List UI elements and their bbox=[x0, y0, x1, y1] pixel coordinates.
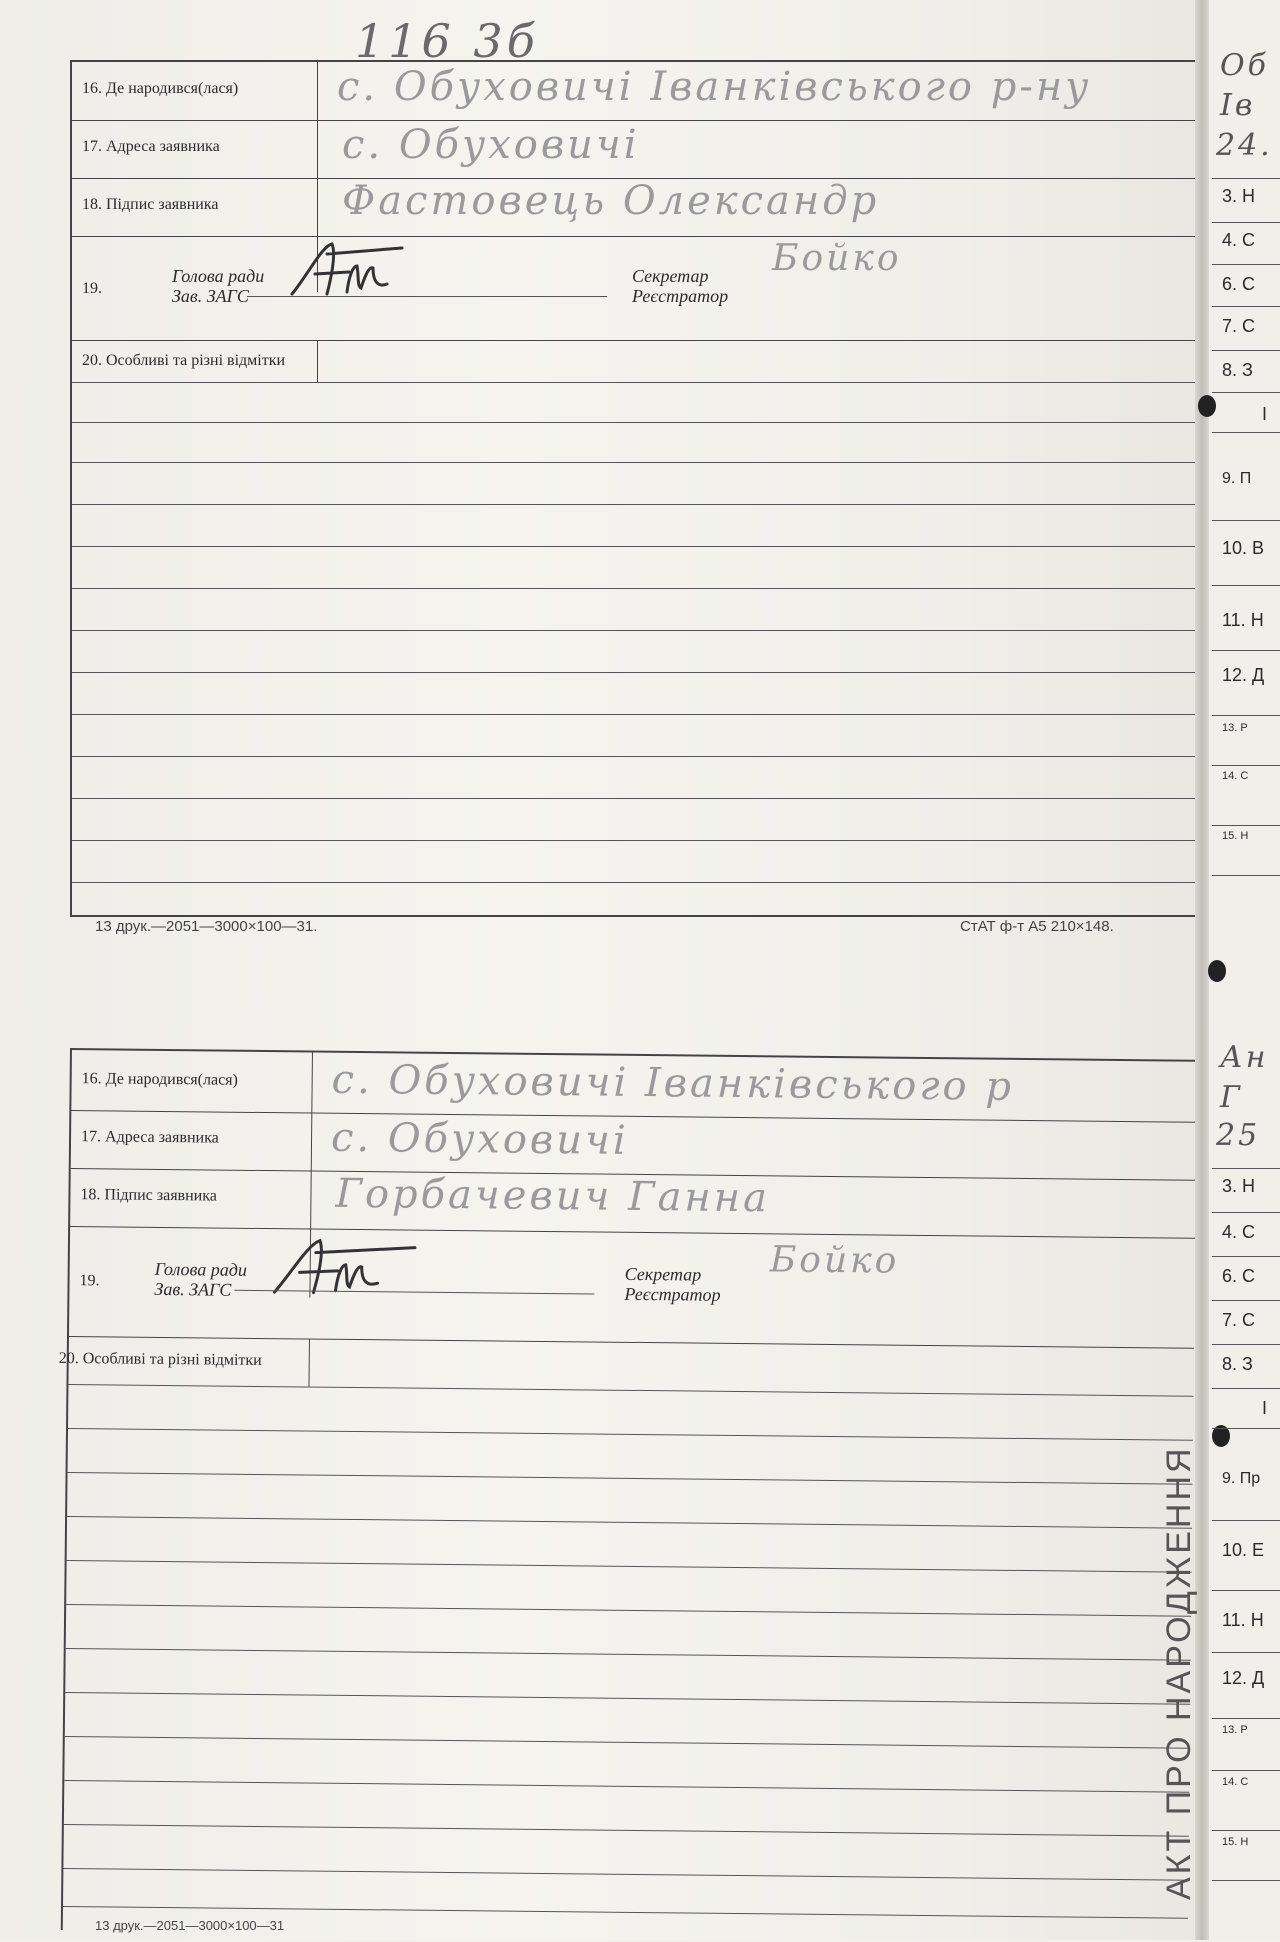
applicant-signature-value: Фастовець Олександр bbox=[342, 178, 880, 224]
archive-number: 116 3б bbox=[355, 14, 539, 68]
ruled-line bbox=[63, 1868, 1188, 1881]
strip-item: 10. В bbox=[1222, 538, 1265, 558]
ruled-line bbox=[64, 1780, 1189, 1793]
strip-line bbox=[1212, 432, 1280, 433]
strip-item: 7. С bbox=[1222, 316, 1256, 336]
strip-line bbox=[1212, 650, 1280, 651]
secretary-role bbox=[624, 1264, 721, 1305]
strip-item: 10. Е bbox=[1222, 1540, 1265, 1560]
binding-hole bbox=[1208, 960, 1226, 982]
strip-line bbox=[1212, 1428, 1280, 1429]
notes-divider bbox=[308, 1339, 310, 1387]
ruled-line bbox=[68, 1472, 1193, 1485]
ruled-line bbox=[72, 504, 1197, 505]
ruled-line bbox=[65, 1692, 1190, 1705]
strip-header-3: 25 bbox=[1216, 1118, 1261, 1153]
ruled-line bbox=[72, 756, 1197, 757]
head-role bbox=[172, 266, 264, 306]
row-officials bbox=[72, 236, 1197, 341]
head-role-2: Зав. ЗАГС bbox=[154, 1278, 232, 1300]
applicant-signature-value: Горбачевич Ганна bbox=[335, 1170, 771, 1222]
strip-line bbox=[1212, 1212, 1280, 1213]
strip-line bbox=[1212, 875, 1280, 876]
strip-header-2: Ів bbox=[1220, 88, 1256, 123]
form-bottom-border bbox=[72, 915, 1197, 917]
strip-line bbox=[1212, 825, 1280, 826]
strip-item: 6. С bbox=[1222, 1266, 1256, 1286]
ruled-line bbox=[72, 422, 1197, 423]
row-birthplace bbox=[72, 62, 1197, 121]
applicant-address-label: 17. Адреса заявника bbox=[82, 138, 220, 155]
secretary-role-2: Реєстратор bbox=[632, 286, 729, 306]
strip-header-2: Г bbox=[1220, 1080, 1243, 1115]
notes-label: 20. Особливі та різні відмітки bbox=[82, 352, 286, 369]
birthplace-value: с. Обуховичі Іванківського р-ну bbox=[337, 64, 1092, 110]
strip-item: 14. С bbox=[1222, 1776, 1249, 1788]
row-number-19: 19. bbox=[82, 280, 102, 297]
strip-item: 12. Д bbox=[1222, 1668, 1265, 1688]
ruled-line bbox=[72, 546, 1197, 547]
row-officials bbox=[69, 1226, 1195, 1349]
strip-item: 4. С bbox=[1222, 1222, 1256, 1242]
strip-item: 8. З bbox=[1222, 360, 1253, 380]
notes-label: 20. Особливі та різні відмітки bbox=[58, 1349, 262, 1370]
strip-item: 13. Р bbox=[1222, 722, 1248, 734]
binding-hole bbox=[1198, 395, 1216, 417]
strip-header-3: 24. bbox=[1216, 128, 1273, 163]
ruled-line bbox=[72, 714, 1197, 715]
head-role-1: Голова ради bbox=[154, 1258, 248, 1280]
strip-line bbox=[1212, 178, 1280, 179]
strip-line bbox=[1212, 715, 1280, 716]
birthplace-label: 16. Де народився(лася) bbox=[82, 80, 239, 97]
bottom-footer-print-code: 13 друк.—2051—3000×100—31 bbox=[95, 1918, 285, 1933]
ruled-line bbox=[68, 1428, 1193, 1441]
applicant-signature-label: 18. Підпис заявника bbox=[80, 1186, 218, 1205]
vertical-caption: АКТ ПРО НАРОДЖЕННЯ bbox=[1160, 1445, 1198, 1900]
strip-line bbox=[1212, 222, 1280, 223]
strip-item: 7. С bbox=[1222, 1310, 1256, 1330]
head-role bbox=[154, 1259, 247, 1300]
ruled-line bbox=[66, 1604, 1191, 1617]
secretary-role-1: Секретар bbox=[624, 1263, 702, 1285]
strip-item: 4. С bbox=[1222, 230, 1256, 250]
applicant-address-label: 17. Адреса заявника bbox=[80, 1128, 219, 1147]
ruled-line bbox=[67, 1516, 1192, 1529]
row-number-19: 19. bbox=[79, 1272, 100, 1290]
ruled-line bbox=[63, 1906, 1188, 1919]
strip-item: 11. Н bbox=[1222, 610, 1264, 630]
strip-line bbox=[1212, 1256, 1280, 1257]
strip-line bbox=[1212, 765, 1280, 766]
strip-item: 9. П bbox=[1222, 470, 1252, 487]
top-footer-print-code: 13 друк.—2051—3000×100—31. bbox=[95, 918, 318, 935]
head-role-2: Зав. ЗАГС bbox=[172, 286, 249, 306]
strip-item: 6. С bbox=[1222, 274, 1256, 294]
strip-item: 11. Н bbox=[1222, 1610, 1264, 1630]
strip-line bbox=[1212, 306, 1280, 307]
strip-line bbox=[1212, 1344, 1280, 1345]
ruled-line bbox=[66, 1648, 1191, 1661]
strip-header-1: Ан bbox=[1220, 1040, 1269, 1075]
row-applicant-signature bbox=[72, 178, 1197, 237]
strip-line bbox=[1212, 1168, 1280, 1169]
ruled-line bbox=[72, 382, 1197, 383]
ruled-line bbox=[67, 1560, 1192, 1573]
strip-line bbox=[1212, 520, 1280, 521]
top-footer-format: СтАТ ф-т А5 210×148. bbox=[960, 918, 1114, 935]
notes-divider bbox=[317, 340, 318, 382]
ruled-line bbox=[72, 630, 1197, 631]
secretary-signature-value: Бойко bbox=[769, 1239, 900, 1282]
secretary-role bbox=[632, 266, 728, 306]
strip-line bbox=[1212, 1718, 1280, 1719]
birthplace-label: 16. Де народився(лася) bbox=[81, 1070, 239, 1089]
secretary-role-2: Реєстратор bbox=[624, 1283, 721, 1305]
strip-line bbox=[1212, 1880, 1280, 1881]
ruled-line bbox=[72, 840, 1197, 841]
strip-item: 9. Пр bbox=[1222, 1470, 1261, 1487]
strip-line bbox=[1212, 1520, 1280, 1521]
row-applicant-address bbox=[72, 120, 1197, 179]
secretary-signature-value: Бойко bbox=[772, 238, 902, 279]
strip-item: 15. Н bbox=[1222, 830, 1249, 842]
head-signature-line bbox=[247, 296, 607, 297]
strip-line bbox=[1212, 1770, 1280, 1771]
row-notes bbox=[72, 340, 1197, 382]
registration-form-top bbox=[70, 60, 1197, 917]
strip-item: І bbox=[1262, 1398, 1268, 1418]
strip-line bbox=[1212, 1590, 1280, 1591]
strip-item: 8. З bbox=[1222, 1354, 1253, 1374]
applicant-address-value: с. Обуховичі bbox=[330, 1114, 629, 1164]
strip-line bbox=[1212, 350, 1280, 351]
registration-form-bottom bbox=[58, 1048, 1197, 1942]
secretary-role-1: Секретар bbox=[632, 266, 709, 286]
strip-line bbox=[1212, 264, 1280, 265]
strip-item: 3. Н bbox=[1222, 1176, 1256, 1196]
strip-item: 15. Н bbox=[1222, 1836, 1249, 1848]
ruled-line bbox=[72, 672, 1197, 673]
strip-line bbox=[1212, 1388, 1280, 1389]
ruled-line bbox=[72, 882, 1197, 883]
strip-item: 3. Н bbox=[1222, 186, 1256, 206]
strip-item: 13. Р bbox=[1222, 1724, 1248, 1736]
strip-line bbox=[1212, 1652, 1280, 1653]
ruled-line bbox=[65, 1736, 1190, 1749]
strip-line bbox=[1212, 392, 1280, 393]
ruled-line bbox=[64, 1824, 1189, 1837]
strip-line bbox=[1212, 585, 1280, 586]
strip-header-1: Об bbox=[1220, 48, 1269, 83]
strip-item: 14. С bbox=[1222, 770, 1249, 782]
ruled-line bbox=[72, 462, 1197, 463]
ruled-line bbox=[72, 588, 1197, 589]
strip-line bbox=[1212, 1830, 1280, 1831]
strip-item: І bbox=[1262, 404, 1268, 424]
applicant-signature-label: 18. Підпис заявника bbox=[82, 196, 219, 213]
head-role-1: Голова ради bbox=[172, 266, 265, 286]
head-signature-icon bbox=[269, 1232, 420, 1306]
applicant-address-value: с. Обуховичі bbox=[342, 122, 640, 168]
strip-item: 12. Д bbox=[1222, 665, 1265, 685]
birthplace-value: с. Обуховичі Іванківського р bbox=[331, 1056, 1015, 1110]
strip-line bbox=[1212, 1300, 1280, 1301]
ruled-line bbox=[72, 798, 1197, 799]
